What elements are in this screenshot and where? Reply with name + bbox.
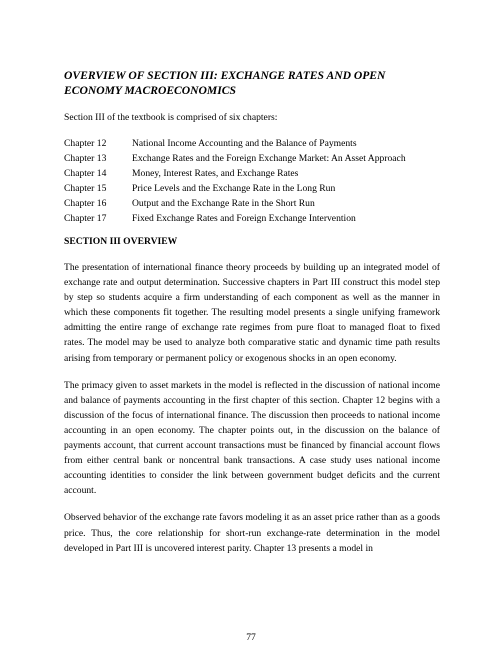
chapter-title: National Income Accounting and the Balance of Payments (132, 138, 357, 149)
chapter-item (64, 151, 440, 166)
chapter-title: Money, Interest Rates, and Exchange Rates (132, 168, 299, 179)
body-paragraph-3: Observed behavior of the exchange rate favors modeling it as an asset price rather than as a goods price. Thus, the core relationship for short-run exchange-rate determination in the model developed in Part III is uncovered interest parity. Chapter 13 presents a model in (64, 512, 440, 554)
body-paragraph-2: The primacy given to asset markets in the model is reflected in the discussion of national income and balance of payments accounting in the first chapter of this section. Chapter 12 begins with a discussion of the focus of international finance. The discussion then proceeds to national income accounting in an open economy. The chapter points out, in the discussion on the balance of payments account, that current account transactions must be financed by financial account flows from either central bank or noncentral bank transactions. A case study uses national income accounting identities to consider the link between government budget deficits and the current account. (64, 379, 440, 497)
document-page (64, 68, 440, 556)
section-title-line2: ECONOMY MACROECONOMICS (64, 84, 236, 97)
section-title (64, 68, 440, 98)
chapter-number: Chapter 14 (64, 168, 107, 179)
chapter-item (64, 166, 440, 181)
chapter-number: Chapter 13 (64, 153, 107, 164)
chapter-item (64, 136, 440, 151)
chapter-title: Output and the Exchange Rate in the Short Run (132, 198, 315, 209)
chapter-number: Chapter 17 (64, 213, 107, 224)
chapter-number: Chapter 12 (64, 138, 107, 149)
chapter-title: Fixed Exchange Rates and Foreign Exchange Intervention (132, 213, 356, 224)
intro-text: Section III of the textbook is comprised of six chapters: (64, 112, 278, 123)
section-heading: SECTION III OVERVIEW (64, 236, 178, 247)
chapter-number: Chapter 15 (64, 183, 107, 194)
chapter-list (64, 136, 440, 226)
chapter-number: Chapter 16 (64, 198, 107, 209)
page-number: 77 (246, 632, 256, 643)
chapter-item (64, 196, 440, 211)
chapter-title: Price Levels and the Exchange Rate in the Long Run (132, 183, 336, 194)
body-paragraph-1: The presentation of international finance theory proceeds by building up an integrated model of exchange rate and output determination. Successive chapters in Part III construct this model step by step so students acquire a firm understanding of each component as well as the manner in which these components fit together. The resulting model presents a single unifying framework admitting the entire range of exchange rate regimes from pure float to managed float to fixed rates. The model may be used to analyze both comparative static and dynamic time path results arising from temporary or permanent policy or exogenous shocks in an open economy. (64, 262, 440, 364)
chapter-title: Exchange Rates and the Foreign Exchange Market: An Asset Approach (132, 153, 406, 164)
chapter-item (64, 181, 440, 196)
chapter-item (64, 211, 440, 226)
section-title-line1: OVERVIEW OF SECTION III: EXCHANGE RATES AND OPEN (64, 69, 386, 82)
